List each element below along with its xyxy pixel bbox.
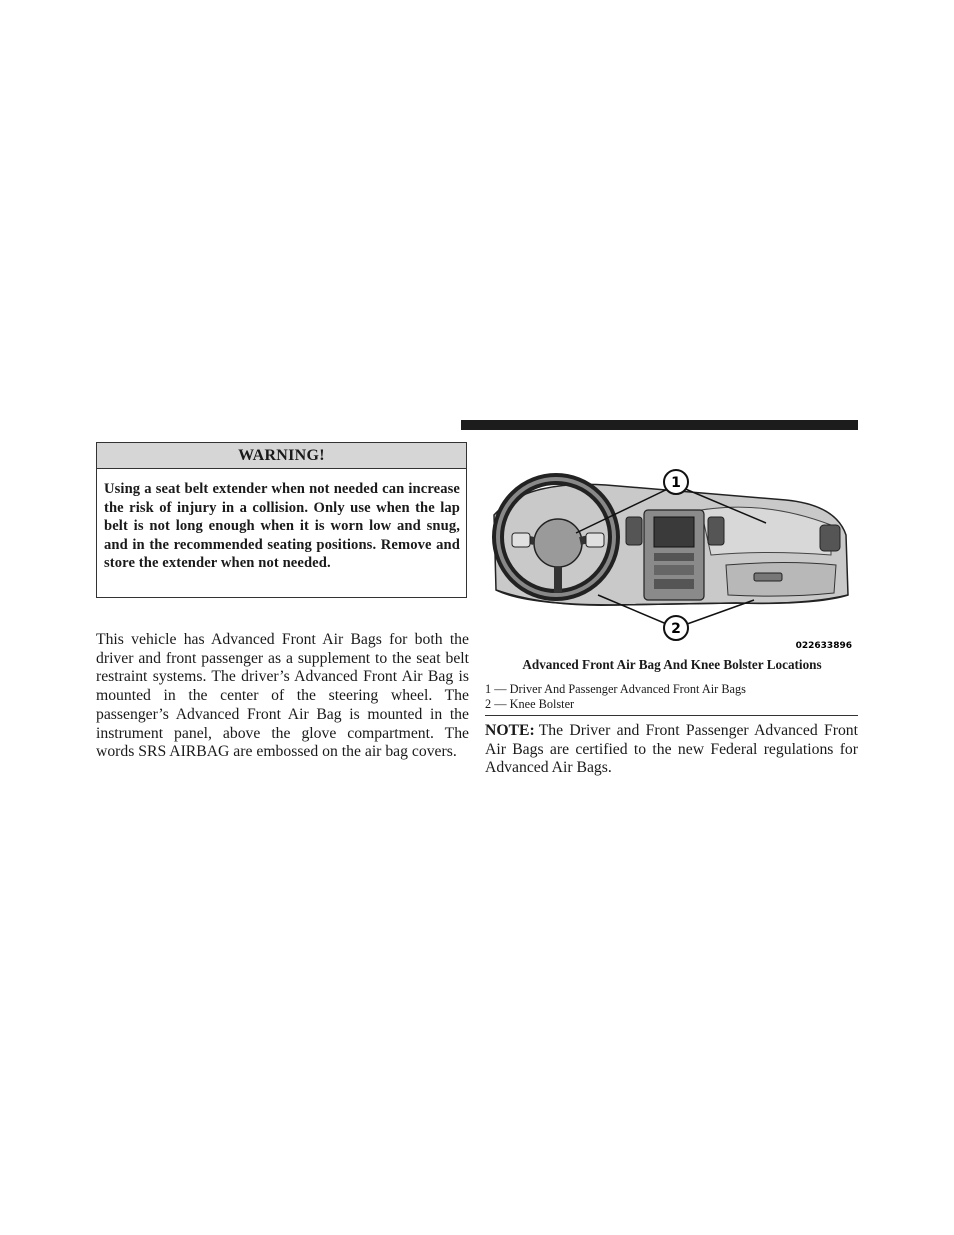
legend-divider — [485, 715, 858, 716]
dashboard-illustration — [486, 455, 858, 655]
note-body: The Driver and Front Passenger Advanced Front Air Bags are certified to the new Federal regulations for Advanced Air Bags. — [485, 722, 858, 777]
note-label: NOTE: — [485, 722, 535, 739]
warning-body: Using a seat belt extender when not needed can increase the risk of injury in a collision. Only use when the lap belt is not long enough when it is worn low and snug, and in the recommended seating positions. Remove and store the extender when not needed. — [104, 481, 460, 572]
intro-paragraph: This vehicle has Advanced Front Air Bags for both the driver and front passenger as a supplement to the seat belt restraint systems. The driver’s Advanced Front Air Bag is mounted in the center of the steering wheel. The passenger’s Advanced Front Air Bag is mounted in the instrument panel, above the glove compartment. The words SRS AIRBAG are embossed on the air bag covers. — [96, 631, 469, 761]
left-vent — [626, 517, 642, 545]
warning-box — [96, 442, 467, 598]
right-vent — [708, 517, 724, 545]
note-paragraph — [485, 722, 858, 778]
figure-legend — [485, 682, 858, 712]
legend-item-2: 2 — Knee Bolster — [485, 697, 575, 711]
center-screen — [654, 517, 694, 547]
legend-item-1: 1 — Driver And Passenger Advanced Front Air Bags — [485, 682, 746, 696]
warning-title: WARNING! — [97, 443, 466, 469]
section-header-bar — [461, 420, 858, 430]
figure-caption: Advanced Front Air Bag And Knee Bolster Locations — [522, 657, 822, 672]
steering-hub — [534, 519, 582, 567]
side-vent — [820, 525, 840, 551]
callout-2-label: 2 — [671, 621, 681, 637]
image-code: 022633896 — [795, 641, 852, 651]
callout-1-label: 1 — [671, 475, 681, 491]
